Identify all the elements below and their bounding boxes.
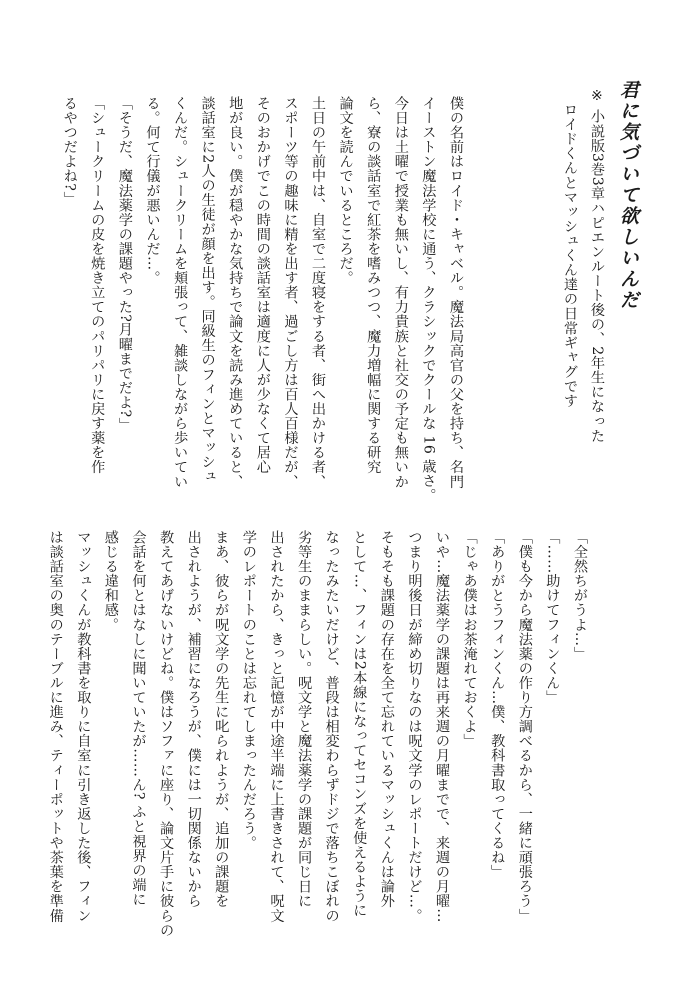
- text-line: 「僕も今から魔法薬の作り方調べるから、一緒に頑張ろう」: [516, 530, 533, 923]
- text-line: まあ、彼らが呪文学の先生に叱られようが、追加の課題を: [213, 530, 230, 909]
- text-line: いや…魔法薬学の課題は再来週の月曜までで、来週の月曜…: [434, 530, 451, 923]
- upper-text-block: [55, 96, 469, 503]
- lower-text-block: [41, 530, 593, 950]
- story-title: 君に気づいて欲しいんだ: [617, 80, 639, 311]
- text-line: として…、フィンは2本線になってセコンズを使えるように: [351, 530, 368, 918]
- text-line: 出されようが、補習になろうが、僕には一切関係ないから: [185, 530, 202, 909]
- text-line: 「じゃあ僕はお茶淹れておくよ」: [461, 530, 478, 749]
- text-line: 会話を何とはなしに聞いていたが……ん? ふと視界の端に: [130, 530, 147, 907]
- text-line: 地が良い。僕が穏やかな気持ちで論文を読み進めていると、: [227, 96, 244, 489]
- text-line: は談話室の奥のテーブルに進み、ティーポットや茶葉を準備: [47, 530, 64, 923]
- text-line: 論文を読んでいるところだ。: [337, 96, 354, 286]
- text-line: イーストン魔法学校に通う、クラシックでクールな 16 歳さ。: [420, 96, 437, 503]
- text-line: 感じる違和感。: [102, 530, 119, 632]
- text-line: 土日の午前中は、自室で二度寝をする者、街へ出かける者、: [310, 96, 327, 489]
- text-line: 出されたから、きっと記憶が中途半端に上書きされて、呪文: [268, 530, 285, 923]
- note-line: ロイドくんとマッシュくん達の日常ギャグです: [562, 88, 578, 409]
- text-line: スポーツ等の趣味に精を出す者、過ごし方は百人百様だが、: [282, 96, 299, 489]
- note-line: ※ 小説版3巻3章ハピエンルート後の、2年生になった: [589, 88, 605, 443]
- text-line: 教えてあげないけどね。僕はソファに座り、論文片手に彼らの: [158, 530, 175, 938]
- story-note: [556, 88, 610, 488]
- text-line: そのおかげでこの時間の談話室は適度に人が少なくて居心: [254, 96, 271, 475]
- text-line: 「……助けてフィンくん」: [544, 530, 561, 705]
- text-line: 「ありがとうフィンくん…僕、教科書取ってくるね」: [489, 530, 506, 880]
- text-line: るやつだよね?」: [61, 96, 78, 206]
- text-line: マッシュくんが教科書を取りに自室に引き返した後、フィン: [75, 530, 92, 923]
- text-line: 今日は土曜で授業も無いし、有力貴族と社交の予定も無いか: [392, 96, 409, 489]
- text-line: 学のレポートのことは忘れてしまったんだろう。: [240, 530, 257, 851]
- text-line: なったみたいだけど、普段は相変わらずドジで落ちこぼれの: [323, 530, 340, 923]
- text-line: 談話室に2人の生徒が顔を出す。同級生のフィンとマッシュ: [199, 96, 216, 484]
- text-line: ら、寮の談話室で紅茶を嗜みつつ、魔力増幅に関する研究: [365, 96, 382, 475]
- text-line: くんだ。シュークリームを頬張って、雑談しながら歩いてい: [172, 96, 189, 489]
- text-line: そもそも課題の存在を全て忘れているマッシュくんは論外: [378, 530, 395, 909]
- text-line: 「シュークリームの皮を焼き立てのパリパリに戻す薬を作: [89, 96, 106, 475]
- text-line: 僕の名前はロイド・キャベル。魔法局高官の父を持ち、名門: [448, 96, 464, 489]
- text-line: る。何て行儀が悪いんだ…。: [144, 96, 161, 286]
- text-line: 「全然ちがうよ…」: [572, 530, 588, 661]
- text-line: つまり明後日が締め切りなのは呪文学のレポートだけど…。: [406, 530, 423, 923]
- text-line: 「そうだ、魔法薬学の課題やった?月曜までだよ?」: [116, 96, 133, 433]
- text-line: 劣等生のままらしい。呪文学と魔法薬学の課題が同じ日に: [296, 530, 313, 909]
